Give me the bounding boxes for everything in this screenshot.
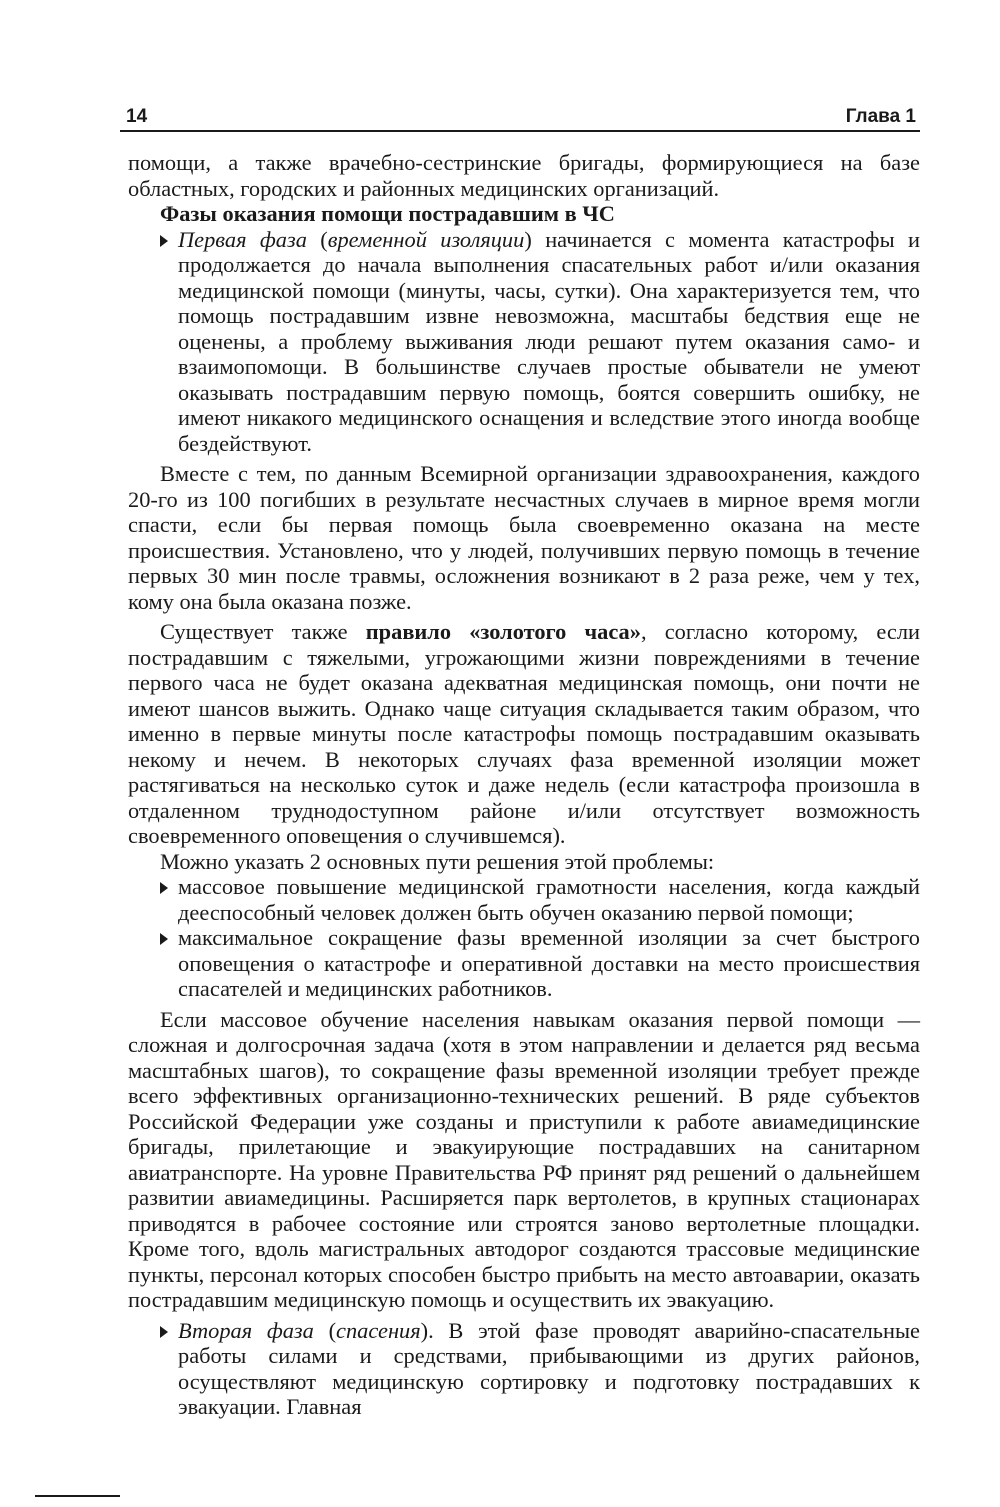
paragraph-aviamedicine: Если массовое обучение населения навыкам оказания первой помощи — сложная и долгосрочная задача (хотя в этом направлении и делается ряд весьма масштабных шагов), то сокращение фазы временной изоляции требует прежде всего эффективных организационно-технических решений. В ряде субъектов Российской Федерации уже созданы и приступили к работе авиамедицинские бригады, прилетающие и эвакуирующие пострадавших на санитарном авиатранспорте. На уровне Правительства РФ принят ряд решений о дальнейшем развитии авиамедицины. Расширяется парк вертолетов, в крупных стационарах приводятся в рабочее состояние или строятся заново вертолетные площадки. Кроме того, вдоль магистральных автодорог создаются трассовые медицинские пункты, персонал которых способен быстро прибыть на место автоаварии, оказать пострадавшим медицинскую помощь и осуществить их эвакуацию. [128,1006,920,1312]
solution-item: максимальное сокращение фазы временной изоляции за счет быстрого оповещения о катастрофе и оперативной доставки на место происшествия спасателей и медицинских работников. [128,925,920,1002]
chapter-label: Глава 1 [845,106,916,127]
phase-two-item: Вторая фаза (спасения). В этой фазе проводят аварийно-спасательные работы силами и средствами, прибывающими из других районов, осуществляют медицинскую сортировку и подготовку пострадавших к эвакуации. Главная [128,1318,920,1420]
phase-two-term-sub: спасения [336,1317,421,1343]
page-header [120,100,920,132]
paragraph-golden-hour: Существует также правило «золотого часа», согласно которому, если пострадавшим с тяжелыми, угрожающими жизни повреждениями в течение первого часа не будет оказана адекватная медицинская помощь, они почти не имеют шансов выжить. Однако чаще ситуация складывается таким образом, что именно в первые минуты после катастрофы помощь пострадавшим оказывать некому и нечем. В некоторых случаях фаза временной изоляции может растягиваться на несколько суток и даже недель (если катастрофа произошла в отдаленном труднодоступном районе и/или отсутствует возможность своевременного оповещения о случившемся). [128,619,921,848]
bullet-triangle-icon [160,1326,168,1338]
solution-item: массовое повышение медицинской грамотности населения, когда каждый дееспособный человек должен быть обучен оказанию первой помощи; [128,874,920,925]
bullet-triangle-icon [160,235,168,247]
phase-one-term: Первая фаза [178,226,307,252]
paragraph-who-stats: Вместе с тем, по данным Всемирной организации здравоохранения, каждого 20-го из 100 погибших в результате несчастных случаев в мирное время могли спасти, если бы первая помощь была своевременно оказана на месте происшествия. Установлено, что у людей, получивших первую помощь в течение первых 30 мин после травмы, осложнения возникают в 2 раза реже, чем у тех, кому она была оказана позже. [128,461,920,614]
phase-two-text: В этой фазе проводят аварийно-спасательные работы силами и средствами, прибывающими из других районов, осуществляют медицинскую сортировку и подготовку пострадавших к эвакуации. Главная [178,1317,920,1419]
phase-one-text: начинается с момента катастрофы и продолжается до начала выполнения спасательных работ и/или оказания медицинской помощи (минуты, часы, сутки). Она характеризуется тем, что помощь пострадавшим извне невозможна, масштабы бедствия еще не оценены, а проблему выживания люди решают путем оказания само- и взаимопомощи. В большинстве случаев простые обыватели не умеют оказывать пострадавшим первую помощь, боятся совершить ошибку, не имеют никакого медицинского оснащения и вследствие этого иногда вообще бездействуют. [178,226,920,456]
paragraph-continued: помощи, а также врачебно-сестринские бригады, формирующиеся на базе областных, городских и районных медицинских организаций. [128,150,920,201]
bullet-triangle-icon [160,882,168,894]
phase-two-term: Вторая фаза [178,1317,314,1343]
golden-hour-term: правило «золотого часа» [365,619,641,644]
bullet-triangle-icon [160,933,168,945]
footer-rule [35,1495,120,1497]
phase-one-term-sub: временной изоляции [327,226,525,252]
page-number: 14 [126,106,148,127]
section-heading: Фазы оказания помощи пострадавшим в ЧС [160,201,615,226]
paragraph-solutions-intro: Можно указать 2 основных пути решения этой проблемы: [160,848,715,874]
page-body [128,150,920,1420]
phase-one-item: Первая фаза (временной изоляции) начинается с момента катастрофы и продолжается до начала выполнения спасательных работ и/или оказания медицинской помощи (минуты, часы, сутки). Она характеризуется тем, что помощь пострадавшим извне невозможна, масштабы бедствия еще не оценены, а проблему выживания люди решают путем оказания само- и взаимопомощи. В большинстве случаев простые обыватели не умеют оказывать пострадавшим первую помощь, боятся совершить ошибку, не имеют никакого медицинского оснащения и вследствие этого иногда вообще бездействуют. [128,227,920,457]
